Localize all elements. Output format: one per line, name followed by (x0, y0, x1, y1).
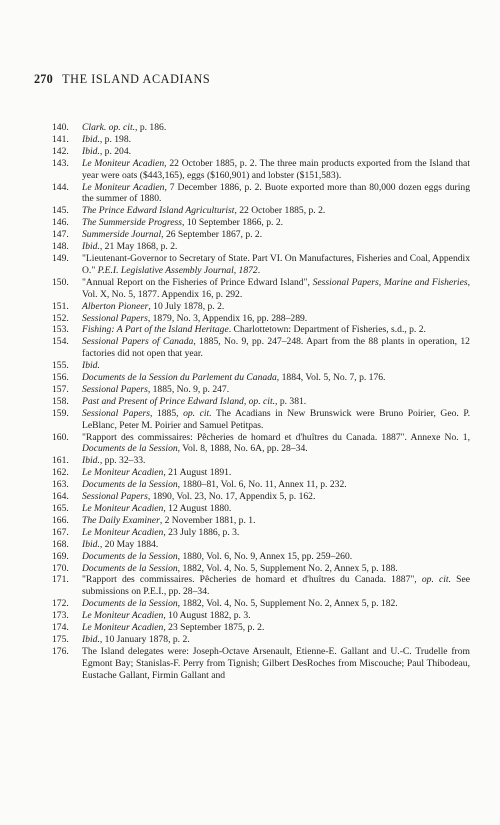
endnote-citation-italic: Le Moniteur Acadien (82, 157, 165, 169)
endnote (52, 455, 470, 467)
endnote-citation-italic: Ibid. (82, 455, 100, 467)
endnote-citation-text: , 21 August 1891. (163, 467, 232, 479)
endnote-text (82, 455, 470, 467)
endnote-text (82, 384, 470, 396)
endnote-citation-text: See submissions on P.E.I., pp. 28–34. (82, 574, 470, 598)
endnote-number: 148. (52, 241, 69, 253)
endnote-citation-italic: Le Moniteur Acadien (82, 526, 164, 538)
endnote-citation-text: , 1880, Vol. 6, No. 9, Annex 15, pp. 259–260. (177, 550, 353, 562)
endnote-number: 153. (52, 324, 69, 336)
endnote-number: 159. (52, 407, 69, 419)
endnote-citation-italic: Alberton Pioneer (82, 300, 149, 312)
endnote-citation-text: The Island delegates were: Joseph-Octave Arsenault, Etienne-E. Gallant and U.-C. Trudelle from Egmont Bay; Stanislas-F. Perry from Tignish; Gilbert DesRoches from Miscouche; Paul Thibodeau, Eustache Gallant, Firmin Gallant and (82, 645, 470, 681)
endnote-citation-text: , 23 September 1875, p. 2. (163, 622, 265, 634)
endnote-citation-italic: Sessional Papers (82, 407, 150, 419)
endnote-citation-italic: Le Moniteur Acadien (82, 467, 164, 479)
endnote-citation-text: , 1885, (149, 407, 184, 419)
endnote (52, 598, 470, 610)
endnote-citation-text: , 10 July 1878, p. 2. (148, 300, 225, 312)
endnote-text (82, 301, 470, 313)
endnote-citation-text: , 21 May 1868, p. 2. (99, 241, 178, 253)
endnote-text (82, 324, 470, 336)
endnote-citation-text: , Vol. X, No. 5, 1877. Appendix 16, p. 292. (82, 276, 470, 300)
endnote (52, 610, 470, 622)
endnote-number: 152. (52, 312, 69, 324)
endnote (52, 372, 470, 384)
endnote-number: 172. (52, 598, 69, 610)
endnote-text (82, 515, 470, 527)
endnote-citation-italic: Sessional Papers (82, 383, 148, 395)
endnote-citation-text: , 22 October 1885, p. 2. (234, 205, 326, 217)
endnote-citation-text: . (257, 264, 261, 276)
endnote-text (82, 134, 470, 146)
endnote-citation-text: , pp. 32–33. (99, 455, 146, 467)
endnote (52, 622, 470, 634)
endnote-citation-italic: op. cit. (183, 407, 212, 419)
endnote-citation-text: . Charlottetown: Department of Fisheries, s.d., p. 2. (228, 324, 426, 336)
endnote-citation-text: , 12 August 1880. (163, 503, 232, 514)
endnote-citation-italic: Sessional Papers (82, 312, 148, 324)
endnote-number: 160. (52, 431, 69, 443)
endnote-text (82, 563, 470, 575)
endnote-citation-italic: Documents de la Session du Parlement du Canada (82, 372, 277, 384)
endnote-number: 156. (52, 372, 69, 384)
endnote-text (82, 598, 470, 610)
endnote-number: 171. (52, 574, 69, 586)
endnote-citation-text: , 1882, Vol. 4, No. 5, Supplement No. 2, Annex 5, p. 182. (177, 598, 398, 610)
endnote-citation-italic: Ibid. (82, 145, 100, 157)
endnote-citation-text: , 1879, No. 3, Appendix 16, pp. 288–289. (147, 312, 308, 324)
endnote-citation-italic: Le Moniteur Acadien (82, 622, 164, 634)
endnote-number: 142. (52, 145, 69, 157)
endnote (52, 432, 470, 456)
endnote-citation-italic: Sessional Papers of Canada (82, 336, 194, 348)
endnote-citation-italic: Ibid. (82, 633, 100, 645)
endnote-citation-text: , p. 381. (275, 395, 307, 407)
endnote-citation-text: , 1880–81, Vol. 6, No. 11, Annex 11, p. 232. (177, 479, 347, 491)
endnote-number: 145. (52, 205, 69, 217)
endnote-text (82, 122, 470, 134)
endnote-citation-italic: The Summerside Progress (82, 217, 183, 229)
endnote-text (82, 622, 470, 634)
endnote-number: 176. (52, 645, 69, 657)
endnote-number: 166. (52, 514, 69, 526)
endnote-citation-text: , p. 198. (99, 133, 132, 145)
endnote-number: 162. (52, 467, 69, 479)
endnote-number: 168. (52, 538, 69, 550)
endnote (52, 158, 470, 182)
endnote-citation-text: , 1882, Vol. 4, No. 5, Supplement No. 2, Annex 5, p. 188. (177, 562, 398, 574)
endnote (52, 503, 470, 515)
endnote-citation-text: , 10 September 1866, p. 2. (182, 217, 284, 229)
endnote-text (82, 277, 470, 301)
endnote-citation-italic: Le Moniteur Acadien (82, 610, 164, 622)
endnote-citation-text: , 22 October 1885, p. 2. The three main products exported from the Island that year were oats ($443,165), eggs ($160,901) and lobster ($151,583). (82, 157, 470, 181)
endnote-number: 146. (52, 217, 69, 229)
endnote-number: 165. (52, 503, 69, 514)
running-title: THE ISLAND ACADIANS (62, 72, 211, 86)
endnote-text (82, 551, 470, 563)
endnote (52, 515, 470, 527)
endnote (52, 408, 470, 432)
endnote-citation-italic: op. cit. (421, 574, 451, 586)
endnote-number: 158. (52, 395, 69, 407)
endnote (52, 479, 470, 491)
endnote-number: 170. (52, 562, 69, 574)
endnote (52, 360, 470, 372)
endnote (52, 574, 470, 598)
endnote-text (82, 182, 470, 206)
endnote-number: 161. (52, 455, 69, 467)
endnote-number: 143. (52, 157, 69, 169)
endnote (52, 324, 470, 336)
endnote (52, 253, 470, 277)
endnote-text (82, 467, 470, 479)
endnote-number: 141. (52, 133, 69, 145)
endnote-citation-italic: Clark. op. cit. (82, 122, 136, 133)
endnote-number: 174. (52, 622, 69, 634)
endnote-citation-italic: Fishing: A Part of the Island Heritage (82, 324, 229, 336)
endnote-text (82, 574, 470, 598)
endnote-text (82, 217, 470, 229)
endnote-citation-text: , 1885, No. 9, p. 247. (147, 383, 230, 395)
endnote-citation-text: , 10 August 1882, p. 3. (163, 610, 251, 622)
endnote-number: 164. (52, 491, 69, 503)
endnote-citation-italic: Past and Present of Prince Edward Island, op. cit. (82, 395, 276, 407)
endnote (52, 467, 470, 479)
endnote-number: 155. (52, 360, 69, 372)
endnote-citation-italic: Ibid. (82, 360, 100, 372)
endnote-text (82, 479, 470, 491)
endnote-citation-italic: Ibid. (82, 241, 100, 253)
endnote-number: 157. (52, 383, 69, 395)
endnote-text (82, 146, 470, 158)
endnote-text (82, 336, 470, 360)
endnote-citation-text: , 23 July 1886, p. 3. (163, 526, 240, 538)
endnote-text (82, 491, 470, 503)
endnote (52, 527, 470, 539)
endnote-citation-italic: Documents de la Session (82, 598, 178, 610)
endnote (52, 217, 470, 229)
endnote-citation-italic: Summerside Journal (82, 229, 162, 241)
endnote-number: 169. (52, 550, 69, 562)
endnote-text (82, 408, 470, 432)
running-header (34, 72, 210, 87)
endnote-citation-text: The Acadians in New Brunswick were Bruno Poirier, Geo. P. LeBlanc, Peter M. Poirier and Samuel Petitpas. (82, 407, 471, 431)
endnote-number: 175. (52, 633, 69, 645)
endnote-citation-text: , 26 September 1867, p. 2. (161, 229, 263, 241)
endnote (52, 491, 470, 503)
endnote-citation-text: , p. 204. (99, 145, 132, 157)
endnote-citation-text: , p. 186. (135, 122, 167, 133)
endnote-citation-text: , 7 December 1886, p. 2. Buote exported more than 80,000 dozen eggs during the summer of 1880. (82, 181, 470, 205)
endnote-citation-text: "Lieutenant-Governor to Secretary of State. Part VI. On Manufactures, Fisheries and Coal, Appendix O." (82, 252, 470, 276)
endnote-citation-text: , 10 January 1878, p. 2. (99, 633, 190, 645)
endnote-citation-italic: Le Moniteur Acadien (82, 181, 165, 193)
endnote-number: 151. (52, 300, 69, 312)
endnote (52, 563, 470, 575)
endnote-citation-text: "Annual Report on the Fisheries of Prince Edward Island", (82, 276, 313, 288)
endnote (52, 134, 470, 146)
endnote-citation-text: , 1885, No. 9, pp. 247–248. Apart from the 88 plants in operation, 12 factories did not open that year. (82, 336, 470, 360)
endnote (52, 551, 470, 563)
endnote-citation-italic: Le Moniteur Acadien (82, 503, 164, 514)
endnote-citation-text: , Vol. 8, 1888, No. 6A, pp. 28–34. (177, 443, 308, 455)
endnote-citation-italic: The Prince Edward Island Agriculturist (82, 205, 235, 217)
endnote-number: 140. (52, 122, 69, 133)
endnote-citation-text: , 2 November 1881, p. 1. (159, 514, 256, 526)
endnote-number: 149. (52, 252, 69, 264)
endnote-citation-text: "Rapport des commissaires. Pêcheries de homard et d'huîtres du Canada. 1887", (82, 574, 422, 586)
endnote-text (82, 503, 470, 515)
endnote-text (82, 527, 470, 539)
endnote (52, 384, 470, 396)
endnote (52, 396, 470, 408)
endnote-number: 147. (52, 229, 69, 241)
endnote-text (82, 205, 470, 217)
endnote-citation-text: "Rapport des commissaires: Pêcheries de homard et d'huîtres du Canada. 1887". Annexe No. 1, (82, 431, 470, 443)
endnote-text (82, 646, 470, 682)
endnote (52, 301, 470, 313)
endnote (52, 277, 470, 301)
endnote-text (82, 158, 470, 182)
endnote-number: 173. (52, 610, 69, 622)
endnote-citation-italic: Ibid. (82, 133, 100, 145)
endnote-text (82, 360, 470, 372)
endnote (52, 634, 470, 646)
endnote (52, 146, 470, 158)
endnotes-list (52, 122, 470, 682)
endnote-citation-italic: Sessional Papers (82, 491, 148, 503)
endnote-text (82, 396, 470, 408)
endnote (52, 205, 470, 217)
endnote-citation-italic: P.E.I. Legislative Assembly Journal, 1872 (97, 264, 258, 276)
endnote (52, 122, 470, 134)
endnote-text (82, 610, 470, 622)
endnote-number: 167. (52, 526, 69, 538)
endnote (52, 646, 470, 682)
endnote-citation-italic: Documents de la Session (82, 550, 178, 562)
endnote-citation-text: , 1884, Vol. 5, No. 7, p. 176. (276, 372, 386, 384)
endnote-text (82, 253, 470, 277)
endnote (52, 313, 470, 325)
endnote-text (82, 241, 470, 253)
endnote-citation-italic: Documents de la Session (82, 479, 178, 491)
endnote-text (82, 372, 470, 384)
endnote-text (82, 313, 470, 325)
endnote-number: 144. (52, 181, 69, 193)
endnote-number: 163. (52, 479, 69, 491)
endnote (52, 336, 470, 360)
endnote (52, 182, 470, 206)
endnote-citation-italic: The Daily Examiner (82, 514, 160, 526)
endnote-number: 150. (52, 276, 69, 288)
endnote (52, 539, 470, 551)
endnote-text (82, 432, 470, 456)
endnote-citation-italic: Ibid. (82, 538, 100, 550)
endnote (52, 241, 470, 253)
endnote (52, 229, 470, 241)
endnote-citation-italic: Documents de la Session (82, 562, 178, 574)
endnote-number: 154. (52, 336, 69, 348)
endnote-citation-italic: Sessional Papers, Marine and Fisheries (312, 276, 468, 288)
endnote-text (82, 539, 470, 551)
endnote-citation-italic: Documents de la Session (82, 443, 178, 455)
endnote-citation-text: , 1890, Vol. 23, No. 17, Appendix 5, p. 162. (147, 491, 316, 503)
page-number: 270 (34, 72, 53, 86)
endnote-citation-text: , 20 May 1884. (99, 538, 159, 550)
endnote-text (82, 634, 470, 646)
endnote-text (82, 229, 470, 241)
